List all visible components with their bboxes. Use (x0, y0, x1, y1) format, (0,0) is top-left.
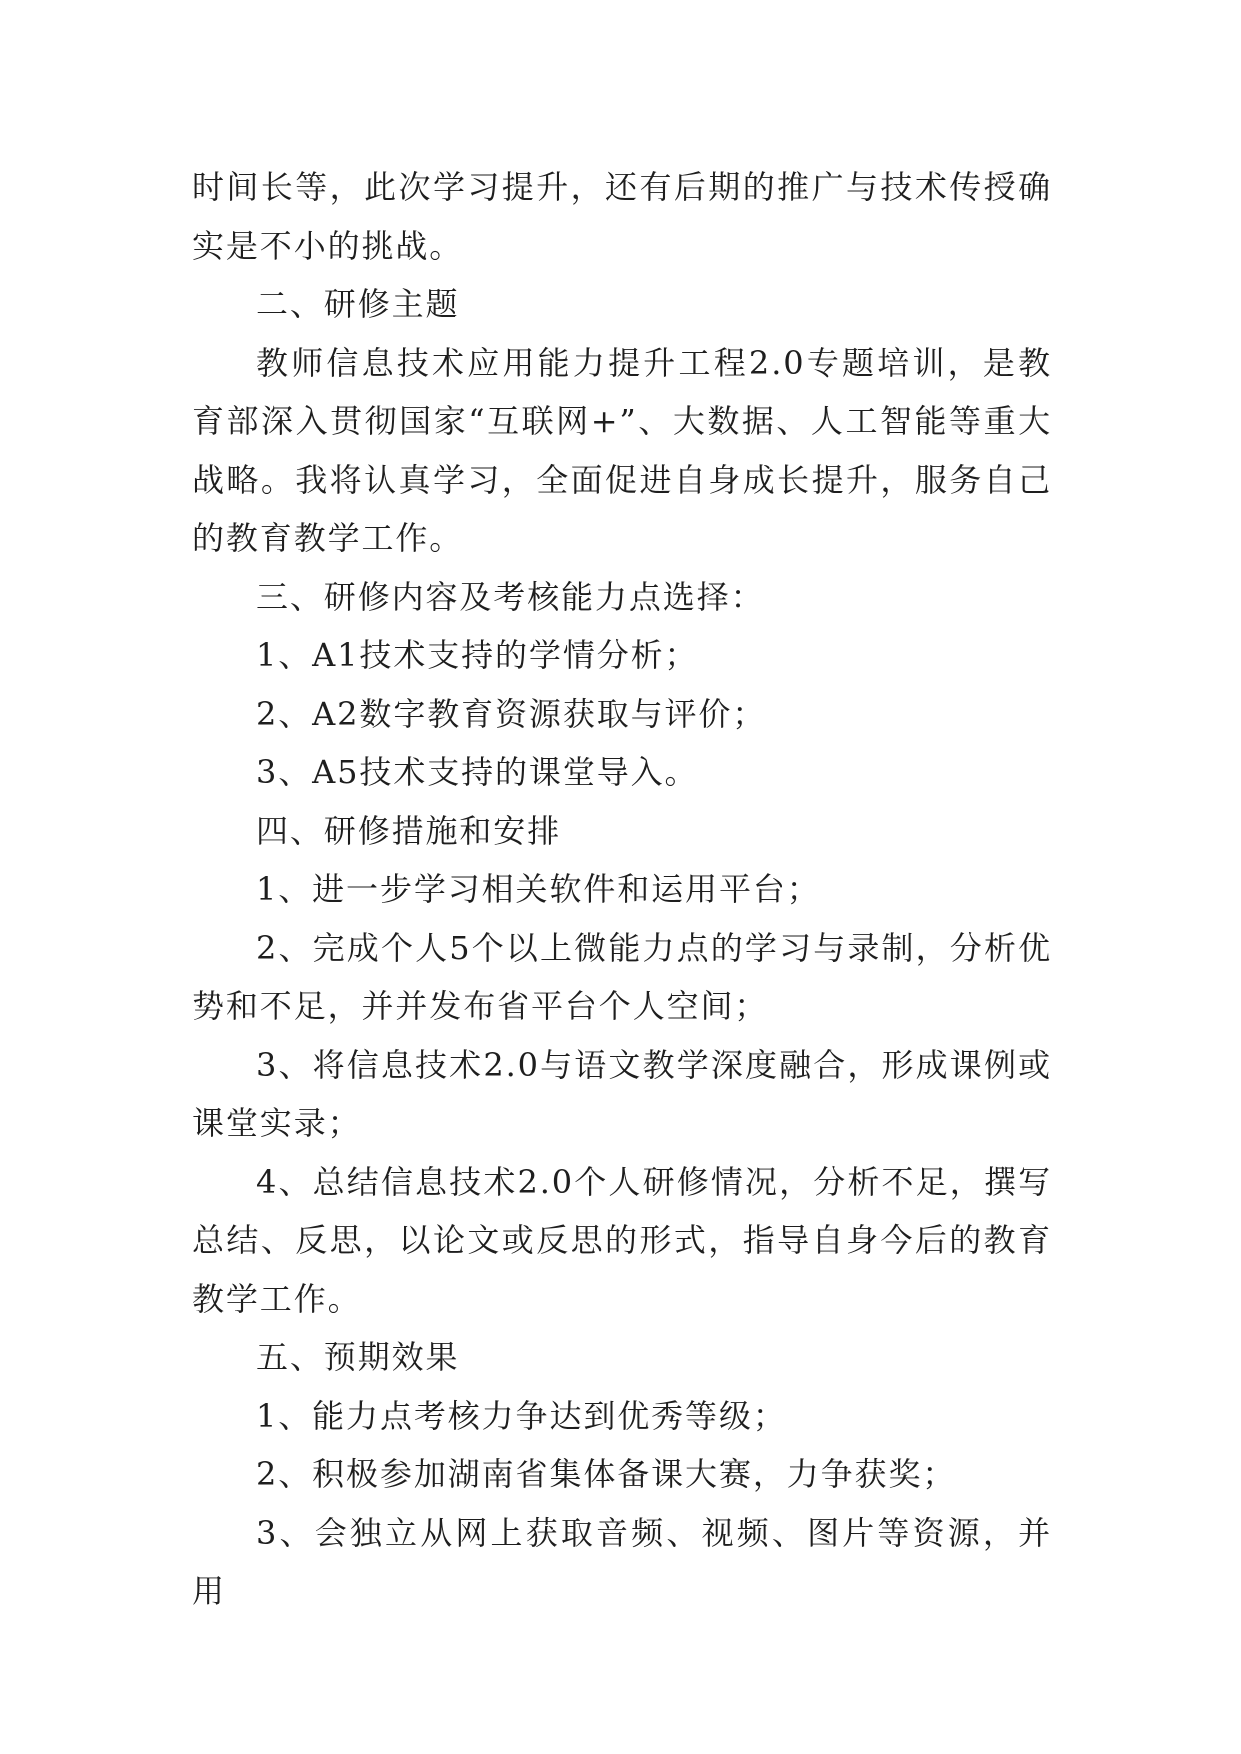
paragraph-continuation: 时间长等，此次学习提升，还有后期的推广与技术传授确实是不小的挑战。 (192, 168, 1052, 265)
heading-research-theme: 二、研修主题 (256, 285, 460, 323)
list-item-measure-1: 1、进一步学习相关软件和运用平台； (256, 870, 821, 908)
paragraph-theme-description: 教师信息技术应用能力提升工程2.0专题培训，是教育部深入贯彻国家“互联网+”、大数据、人工智能等重大战略。我将认真学习，全面促进自身成长提升，服务自己的教育教学工作。 (192, 343, 1052, 557)
heading-expected-results: 五、预期效果 (256, 1338, 460, 1376)
list-item-a5: 3、A5技术支持的课堂导入。 (256, 753, 699, 791)
list-item-measure-4: 4、总结信息技术2.0个人研修情况，分析不足，撰写总结、反思，以论文或反思的形式，指导自身今后的教育教学工作。 (192, 1162, 1052, 1318)
list-item-a2: 2、A2数字教育资源获取与评价； (256, 694, 767, 733)
document-body (192, 158, 1052, 1621)
list-item-result-1: 1、能力点考核力争达到优秀等级； (256, 1396, 787, 1435)
list-item-result-3: 3、会独立从网上获取音频、视频、图片等资源，并用 (192, 1513, 1052, 1610)
heading-measures: 四、研修措施和安排 (256, 811, 562, 850)
list-item-measure-3: 3、将信息技术2.0与语文教学深度融合，形成课例或课堂实录； (192, 1045, 1052, 1142)
list-item-result-2: 2、积极参加湖南省集体备课大赛，力争获奖； (256, 1455, 957, 1493)
heading-research-content: 三、研修内容及考核能力点选择： (256, 577, 765, 616)
list-item-a1: 1、A1技术支持的学情分析； (256, 636, 699, 674)
list-item-measure-2: 2、完成个人5个以上微能力点的学习与录制，分析优势和不足，并并发布省平台个人空间； (192, 928, 1052, 1025)
